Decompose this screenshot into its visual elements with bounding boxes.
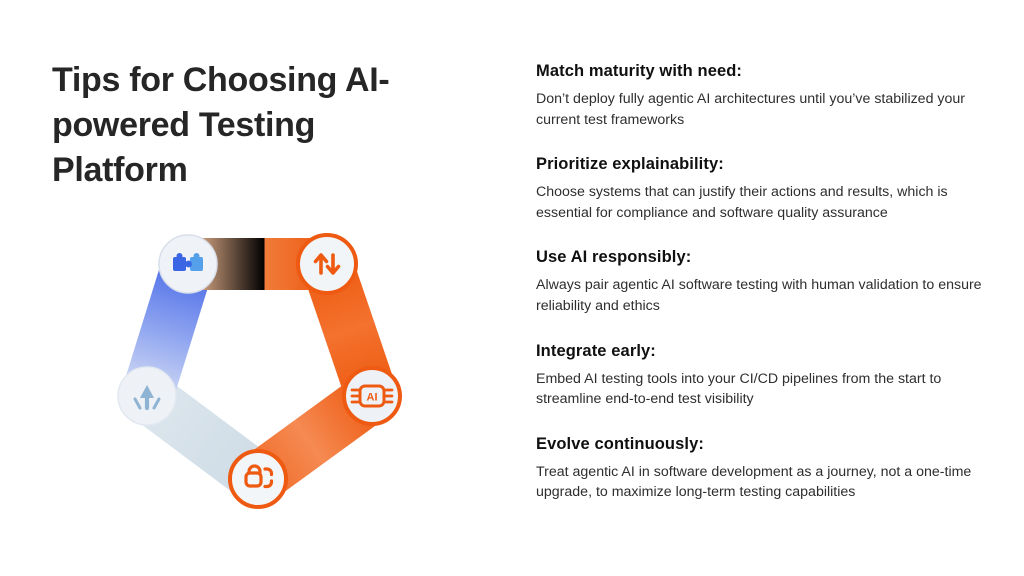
tip-body: Choose systems that can justify their actions and results, which is essential for compliance and software quality assurance [536,184,948,221]
title-line-3: Platform [52,150,188,189]
title-line-2: powered Testing [52,105,316,144]
tip-body: Treat agentic AI in software development as a journey, not a one-time upgrade, to maximize long-term testing capabilities [536,463,972,501]
tip-item-5 [536,435,992,503]
pentagon-cycle-diagram [100,224,410,520]
tip-body: Always pair agentic AI software testing with human validation to ensure reliability and ethics [536,277,982,314]
title-line-1: Tips for Choosing AI- [52,61,390,99]
tip-item-2 [536,155,992,223]
pentagon-ribbon [147,264,372,479]
node-integration [159,235,217,293]
tip-heading: Use AI responsibly: [536,248,692,267]
node-launch [118,367,176,425]
tip-body: Don’t deploy fully agentic AI architectures until you’ve stabilized your current test frameworks [536,91,966,128]
node-security [230,451,286,507]
node-ai-chip [344,368,400,424]
tip-item-3 [536,248,992,316]
tip-heading: Integrate early: [536,341,656,360]
tip-heading: Match maturity with need: [536,62,743,80]
tip-body: Embed AI testing tools into your CI/CD pipelines from the start to streamline end-to-end test visibility [536,370,942,408]
svg-text:AI: AI [366,391,378,404]
node-maturity [298,235,356,293]
tip-item-1 [536,62,992,130]
tip-item-4 [536,342,992,410]
tip-heading: Evolve continuously: [536,434,704,453]
tip-heading: Prioritize explainability: [536,155,724,174]
page-title [52,58,492,193]
tips-list [536,62,992,503]
